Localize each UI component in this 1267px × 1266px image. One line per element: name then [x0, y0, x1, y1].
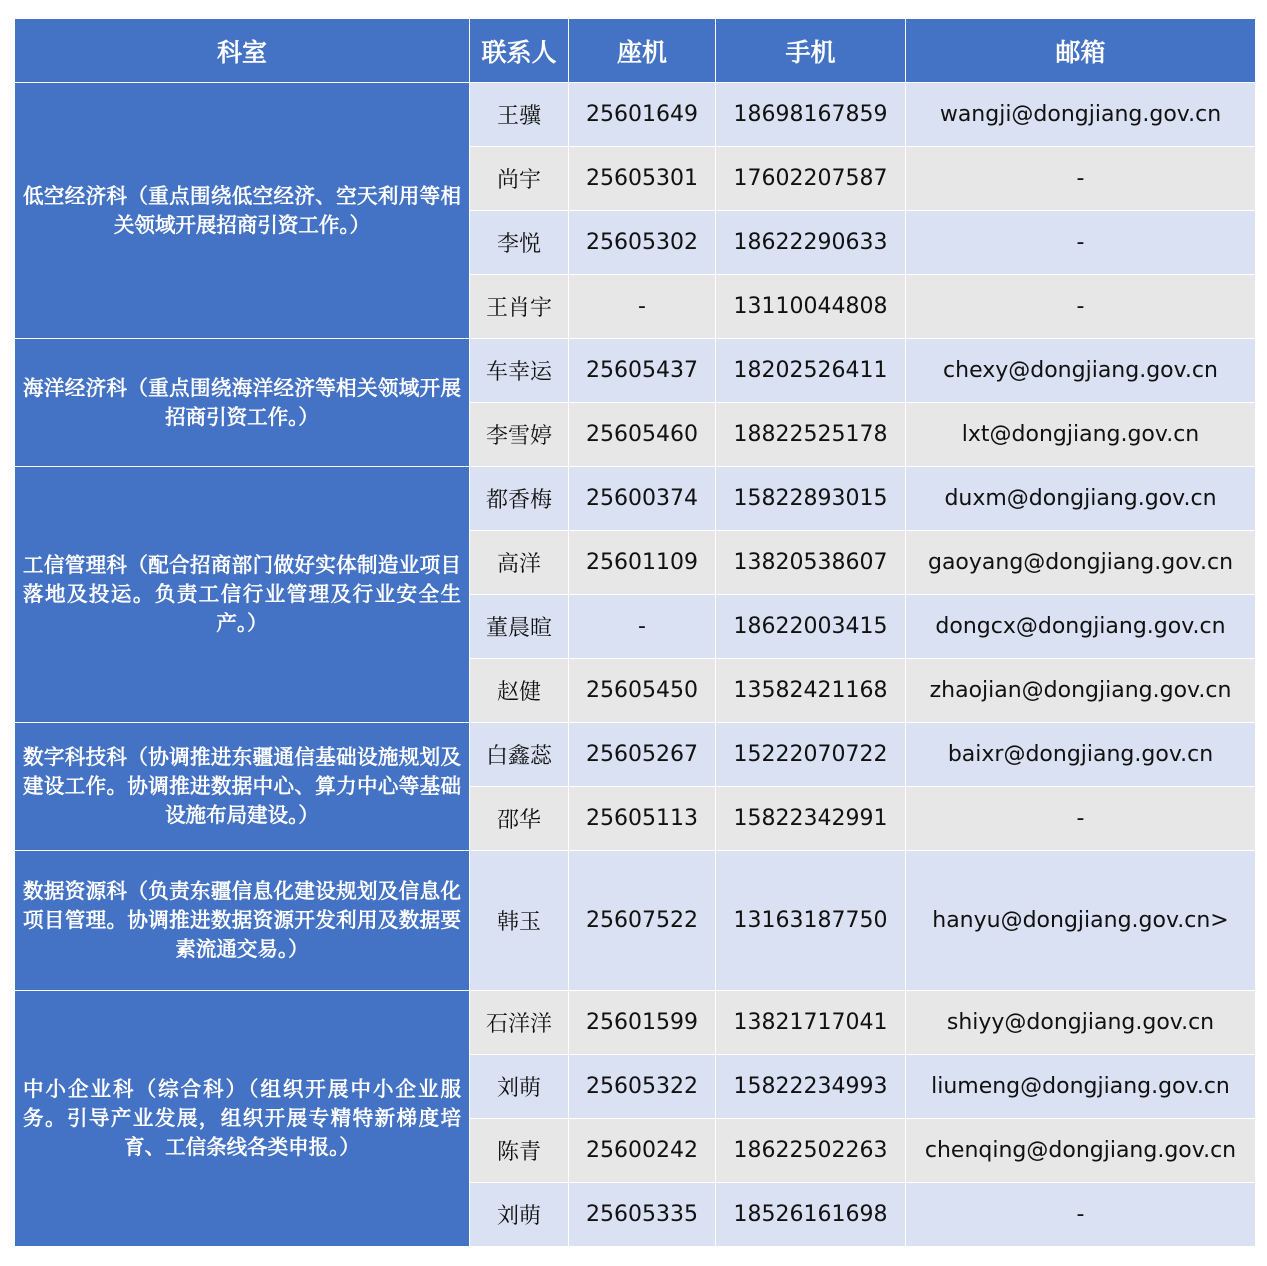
email-cell: gaoyang@dongjiang.gov.cn: [906, 531, 1256, 595]
table-body: [15, 83, 1256, 1247]
contact-name-cell: 都香梅: [470, 467, 569, 531]
header-email: 邮箱: [906, 19, 1256, 83]
landline-cell: 25605322: [569, 1055, 716, 1119]
email-cell: baixr@dongjiang.gov.cn: [906, 723, 1256, 787]
email-cell: wangji@dongjiang.gov.cn: [906, 83, 1256, 147]
mobile-cell: 18698167859: [716, 83, 906, 147]
header-contact: 联系人: [470, 19, 569, 83]
contact-name-cell: 刘萌: [470, 1055, 569, 1119]
email-cell: chenqing@dongjiang.gov.cn: [906, 1119, 1256, 1183]
email-cell: shiyy@dongjiang.gov.cn: [906, 991, 1256, 1055]
mobile-cell: 15222070722: [716, 723, 906, 787]
landline-cell: 25605450: [569, 659, 716, 723]
department-cell: [15, 83, 470, 339]
mobile-cell: 18622003415: [716, 595, 906, 659]
department-cell: [15, 723, 470, 851]
contact-name-cell: 董晨暄: [470, 595, 569, 659]
contact-table: [14, 18, 1256, 1247]
mobile-cell: 13163187750: [716, 851, 906, 991]
department-cell: [15, 851, 470, 991]
contact-name-cell: 刘萌: [470, 1183, 569, 1247]
landline-cell: 25601599: [569, 991, 716, 1055]
mobile-cell: 13582421168: [716, 659, 906, 723]
contact-name-cell: 白鑫蕊: [470, 723, 569, 787]
email-cell: -: [906, 787, 1256, 851]
landline-cell: 25600374: [569, 467, 716, 531]
email-cell: -: [906, 1183, 1256, 1247]
email-cell: hanyu@dongjiang.gov.cn>: [906, 851, 1256, 991]
contact-name-cell: 车幸运: [470, 339, 569, 403]
email-cell: zhaojian@dongjiang.gov.cn: [906, 659, 1256, 723]
department-cell: [15, 991, 470, 1247]
landline-cell: 25601649: [569, 83, 716, 147]
email-cell: -: [906, 275, 1256, 339]
contact-name-cell: 韩玉: [470, 851, 569, 991]
email-cell: -: [906, 147, 1256, 211]
email-cell: dongcx@dongjiang.gov.cn: [906, 595, 1256, 659]
mobile-cell: 18622502263: [716, 1119, 906, 1183]
contact-name-cell: 高洋: [470, 531, 569, 595]
landline-cell: -: [569, 595, 716, 659]
contact-name-cell: 王骥: [470, 83, 569, 147]
landline-cell: 25605113: [569, 787, 716, 851]
contact-name-cell: 王肖宇: [470, 275, 569, 339]
landline-cell: 25605267: [569, 723, 716, 787]
contact-name-cell: 石洋洋: [470, 991, 569, 1055]
mobile-cell: 15822234993: [716, 1055, 906, 1119]
mobile-cell: 15822342991: [716, 787, 906, 851]
mobile-cell: 17602207587: [716, 147, 906, 211]
mobile-cell: 13820538607: [716, 531, 906, 595]
table-row: [15, 83, 1256, 147]
mobile-cell: 18202526411: [716, 339, 906, 403]
department-name: 数据资源科（负责东疆信息化建设规划及信息化项目管理。协调推进数据资源开发利用及数据要素流通交易。）: [23, 879, 461, 961]
email-cell: chexy@dongjiang.gov.cn: [906, 339, 1256, 403]
landline-cell: 25601109: [569, 531, 716, 595]
contact-name-cell: 李悦: [470, 211, 569, 275]
table-row: [15, 723, 1256, 787]
contact-name-cell: 李雪婷: [470, 403, 569, 467]
header-mobile: 手机: [716, 19, 906, 83]
department-cell: [15, 339, 470, 467]
landline-cell: -: [569, 275, 716, 339]
table-row: [15, 851, 1256, 991]
mobile-cell: 18526161698: [716, 1183, 906, 1247]
mobile-cell: 18622290633: [716, 211, 906, 275]
landline-cell: 25607522: [569, 851, 716, 991]
email-cell: lxt@dongjiang.gov.cn: [906, 403, 1256, 467]
mobile-cell: 15822893015: [716, 467, 906, 531]
header-landline: 座机: [569, 19, 716, 83]
mobile-cell: 13821717041: [716, 991, 906, 1055]
contact-name-cell: 尚宇: [470, 147, 569, 211]
department-name: 数字科技科（协调推进东疆通信基础设施规划及建设工作。协调推进数据中心、算力中心等基础设施布局建设。）: [23, 745, 461, 827]
mobile-cell: 13110044808: [716, 275, 906, 339]
table-row: [15, 467, 1256, 531]
contact-name-cell: 陈青: [470, 1119, 569, 1183]
email-cell: liumeng@dongjiang.gov.cn: [906, 1055, 1256, 1119]
landline-cell: 25605301: [569, 147, 716, 211]
landline-cell: 25605437: [569, 339, 716, 403]
email-cell: duxm@dongjiang.gov.cn: [906, 467, 1256, 531]
landline-cell: 25605335: [569, 1183, 716, 1247]
contact-name-cell: 赵健: [470, 659, 569, 723]
landline-cell: 25605460: [569, 403, 716, 467]
header-dept: 科室: [15, 19, 470, 83]
email-cell: -: [906, 211, 1256, 275]
header-row: [15, 19, 1256, 83]
landline-cell: 25600242: [569, 1119, 716, 1183]
contact-name-cell: 邵华: [470, 787, 569, 851]
landline-cell: 25605302: [569, 211, 716, 275]
department-name: 中小企业科（综合科）（组织开展中小企业服务。引导产业发展，组织开展专精特新梯度培育、工信条线各类申报。）: [23, 1077, 461, 1159]
department-name: 海洋经济科（重点围绕海洋经济等相关领域开展招商引资工作。）: [23, 375, 461, 429]
department-cell: [15, 467, 470, 723]
department-name: 低空经济科（重点围绕低空经济、空天利用等相关领域开展招商引资工作。）: [23, 183, 461, 237]
table-row: [15, 339, 1256, 403]
mobile-cell: 18822525178: [716, 403, 906, 467]
department-name: 工信管理科（配合招商部门做好实体制造业项目落地及投运。负责工信行业管理及行业安全生产。）: [23, 553, 461, 635]
table-row: [15, 991, 1256, 1055]
